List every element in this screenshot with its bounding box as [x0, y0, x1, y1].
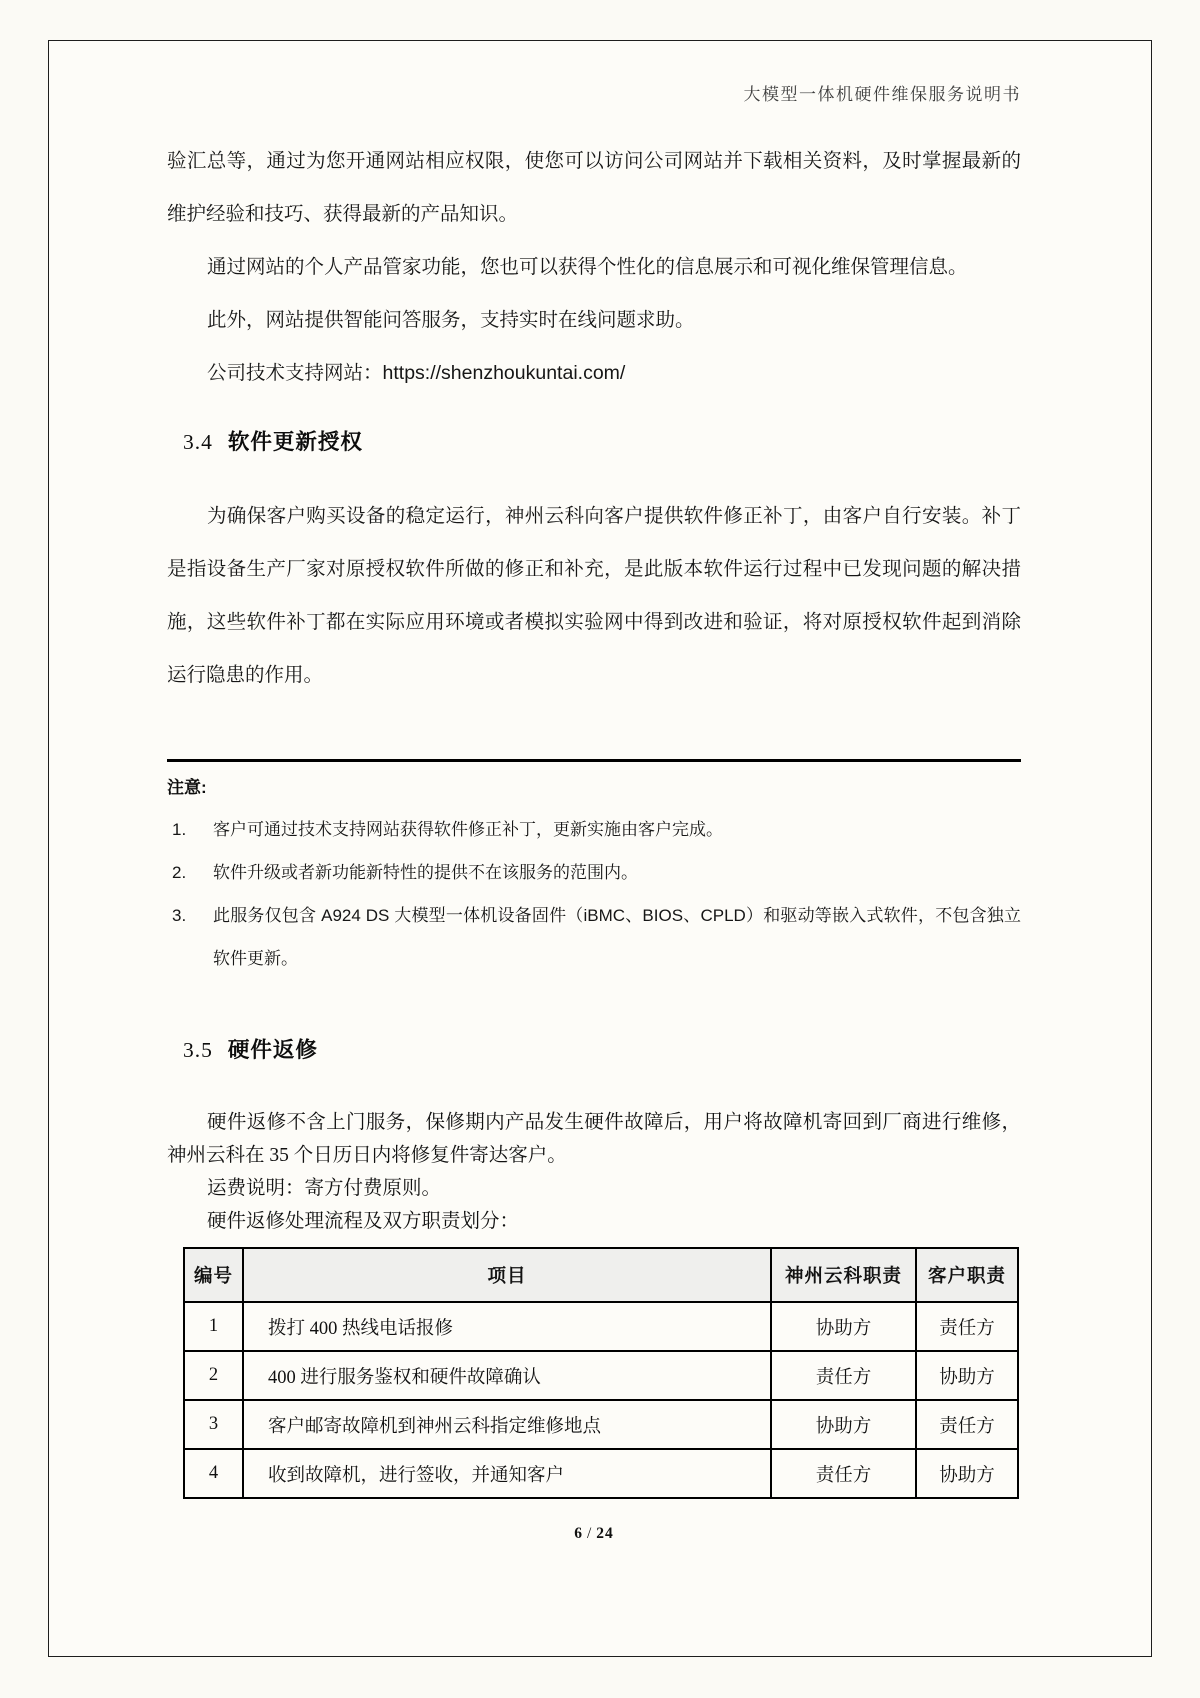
table-cell-customer-role: 责任方 — [916, 1302, 1018, 1351]
page-number — [167, 1525, 1021, 1543]
table-row — [184, 1302, 1018, 1351]
section-3-5-body — [167, 1106, 1021, 1238]
note-text: 软件升级或者新功能新特性的提供不在该服务的范围内。 — [213, 863, 638, 882]
returns-paragraph: 硬件返修不含上门服务，保修期内产品发生硬件故障后，用户将故障机寄回到厂商进行维修，神州云科在 35 个日历日内将修复件寄达客户。 — [167, 1112, 1021, 1166]
table-header-row — [184, 1248, 1018, 1302]
table-row — [184, 1351, 1018, 1400]
intro-paragraph-2: 通过网站的个人产品管家功能，您也可以获得个性化的信息展示和可视化维保管理信息。 — [207, 256, 968, 278]
section-title: 软件更新授权 — [227, 430, 363, 454]
table-cell-vendor-role: 责任方 — [771, 1449, 916, 1498]
table-row — [184, 1449, 1018, 1498]
support-site-label: 公司技术支持网站： — [207, 362, 383, 384]
note-number: 1. — [172, 820, 187, 839]
intro-section — [167, 135, 1021, 400]
shipping-note: 运费说明：寄方付费原则。 — [207, 1178, 442, 1199]
table-cell-no: 2 — [184, 1351, 243, 1400]
note-item — [167, 894, 1021, 980]
table-cell-vendor-role: 责任方 — [771, 1351, 916, 1400]
note-number: 3. — [172, 906, 187, 925]
process-intro: 硬件返修处理流程及双方职责划分： — [207, 1211, 520, 1232]
note-text: 客户可通过技术支持网站获得软件修正补丁，更新实施由客户完成。 — [213, 820, 723, 839]
section-3-4-body: 为确保客户购买设备的稳定运行，神州云科向客户提供软件修正补丁，由客户自行安装。补丁是指设备生产厂家对原授权软件所做的修正和补充，是此版本软件运行过程中已发现问题的解决措施，这些软件补丁都在实际应用环境或者模拟实验网中得到改进和验证，将对原授权软件起到消除运行隐患的作用。 — [167, 505, 1021, 686]
table-header-cell: 客户职责 — [916, 1248, 1018, 1302]
table-row — [184, 1400, 1018, 1449]
note-divider-rule — [167, 759, 1021, 762]
table-cell-item: 收到故障机，进行签收，并通知客户 — [243, 1449, 771, 1498]
table-cell-item: 400 进行服务鉴权和硬件故障确认 — [243, 1351, 771, 1400]
table-header-cell: 神州云科职责 — [771, 1248, 916, 1302]
table-cell-no: 4 — [184, 1449, 243, 1498]
table-cell-no: 1 — [184, 1302, 243, 1351]
note-number: 2. — [172, 863, 187, 882]
support-site-url: https://shenzhoukuntai.com/ — [382, 362, 626, 384]
intro-paragraph-1: 验汇总等，通过为您开通网站相应权限，使您可以访问公司网站并下载相关资料，及时掌握最新的维护经验和技巧、获得最新的产品知识。 — [167, 150, 1021, 225]
table-cell-customer-role: 协助方 — [916, 1449, 1018, 1498]
table-header-cell: 项目 — [243, 1248, 771, 1302]
page-total: 24 — [596, 1525, 614, 1542]
section-title: 硬件返修 — [227, 1038, 318, 1062]
table-cell-no: 3 — [184, 1400, 243, 1449]
doc-header-title: 大模型一体机硬件维保服务说明书 — [743, 85, 1021, 104]
section-heading-3-5 — [183, 1034, 1021, 1066]
table-cell-customer-role: 协助方 — [916, 1351, 1018, 1400]
table-cell-vendor-role: 协助方 — [771, 1302, 916, 1351]
table-header-cell: 编号 — [184, 1248, 243, 1302]
note-item — [167, 851, 1021, 894]
section-number: 3.5 — [183, 1038, 213, 1062]
page-separator: / — [586, 1525, 593, 1542]
table-cell-item: 拨打 400 热线电话报修 — [243, 1302, 771, 1351]
table-cell-customer-role: 责任方 — [916, 1400, 1018, 1449]
notes-list — [167, 808, 1021, 980]
returns-responsibility-table — [183, 1247, 1019, 1499]
section-number: 3.4 — [183, 430, 213, 454]
page-current: 6 — [574, 1525, 583, 1542]
note-label: 注意: — [167, 778, 207, 797]
intro-paragraph-3: 此外，网站提供智能问答服务，支持实时在线问题求助。 — [207, 309, 695, 331]
table-cell-item: 客户邮寄故障机到神州云科指定维修地点 — [243, 1400, 771, 1449]
document-page — [48, 40, 1152, 1657]
intro-paragraph-4 — [167, 347, 1021, 400]
note-text: 此服务仅包含 A924 DS 大模型一体机设备固件（iBMC、BIOS、CPLD）和驱动等嵌入式软件，不包含独立软件更新。 — [213, 906, 1021, 968]
section-heading-3-4 — [183, 426, 1021, 458]
note-item — [167, 808, 1021, 851]
table-cell-vendor-role: 协助方 — [771, 1400, 916, 1449]
